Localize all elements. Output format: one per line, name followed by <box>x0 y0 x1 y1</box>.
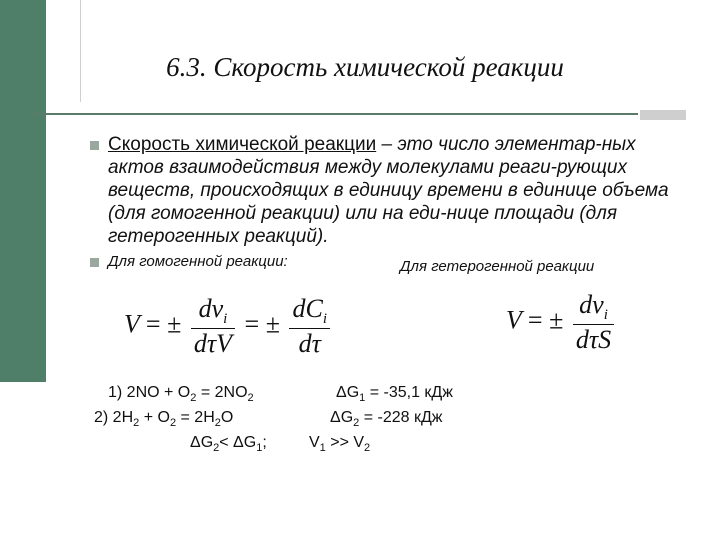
fraction-3-numerator-sub: i <box>603 307 608 323</box>
fraction-2 <box>289 294 330 359</box>
definition-paragraph <box>108 133 693 248</box>
bullet-icon <box>90 141 99 150</box>
fraction-2-denominator: dτ <box>298 329 321 358</box>
reaction-2: 2) $2H_2 + O_2 = 2H_2O$ <box>94 409 234 430</box>
fraction-1-numerator: dν <box>198 294 224 323</box>
fraction-3-numerator: dν <box>579 290 604 319</box>
gibbs-2: $\Delta G_2 = -228$ кДж <box>330 409 443 430</box>
decorative-rule-square <box>640 110 686 120</box>
fraction-1 <box>191 294 235 359</box>
formula-equals: = ± <box>527 305 564 335</box>
fraction-3 <box>573 290 614 355</box>
homogeneous-rate-formula <box>124 294 333 359</box>
gibbs-1: $\Delta G_1 = -35,1$ кДж <box>336 384 453 405</box>
formula-lhs: V <box>506 305 522 335</box>
formula-equals-2: = ± <box>244 309 280 339</box>
decorative-square <box>46 0 81 102</box>
formula-lhs: V <box>124 309 140 339</box>
decorative-sidebar <box>0 0 46 382</box>
fraction-2-numerator-sub: i <box>322 311 327 327</box>
formula-equals: = ± <box>145 309 182 339</box>
fraction-2-numerator: dC <box>292 294 323 323</box>
heterogeneous-label: Для гетерогенной реакции <box>400 258 595 275</box>
heterogeneous-rate-formula <box>506 290 617 355</box>
title-underline <box>32 113 638 115</box>
fraction-1-numerator-sub: i <box>223 311 228 327</box>
reaction-1: 1) $2NO + O_2 = 2NO_2$ <box>108 384 254 405</box>
fraction-1-denominator: dτV <box>193 329 233 358</box>
definition-term: Скорость химической реакции <box>108 134 377 155</box>
definition-text: – это число элементар-ных актов взаимодействия между молекулами реаги-рующих веществ, происходящих в единицу времени в единице объема (для гомогенной реакции) или на еди-нице площади (для гетерогенных реакций). <box>108 134 669 247</box>
homogeneous-label: Для гомогенной реакции: <box>108 253 288 270</box>
rate-comparison: $V_1 >> V_2$ <box>309 434 371 455</box>
gibbs-comparison: $\Delta G_2< \Delta G_1$; <box>190 434 267 455</box>
bullet-icon <box>90 258 99 267</box>
slide-title: 6.3. Скорость химической реакции <box>166 52 564 82</box>
fraction-3-denominator: dτS <box>575 325 612 354</box>
